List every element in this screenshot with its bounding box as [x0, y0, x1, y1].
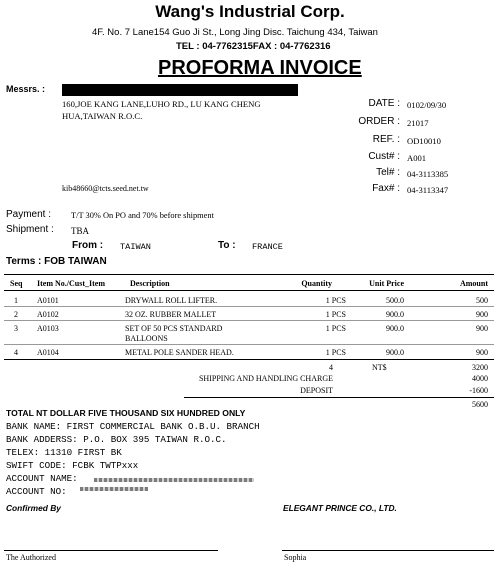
from-value: TAIWAN	[120, 242, 151, 252]
seller-signature-line	[282, 550, 494, 551]
row-2-description: 32 OZ. RUBBER MALLET	[125, 310, 217, 319]
bank-telex: TELEX: 11310 FIRST BK	[6, 447, 122, 458]
meta-fax-label: Fax# :	[372, 183, 400, 194]
meta-cust-value: A001	[407, 153, 427, 163]
payment-value: T/T 30% On PO and 70% before shipment	[71, 211, 214, 220]
total-in-words: TOTAL NT DOLLAR FIVE THOUSAND SIX HUNDRED ONLY	[6, 408, 246, 418]
confirmed-by-label: Confirmed By	[6, 503, 61, 513]
row-2-amount: 900	[476, 310, 488, 319]
row-1-seq: 1	[14, 296, 18, 305]
row-3-quantity: 1 PCS	[325, 324, 346, 333]
row-1-amount: 500	[476, 296, 488, 305]
row-2-unit-price: 900.0	[386, 310, 404, 319]
row-4-quantity: 1 PCS	[325, 348, 346, 357]
bank-account-name: ACCOUNT NAME:	[6, 473, 78, 484]
row-4-description: METAL POLE SANDER HEAD.	[125, 348, 234, 357]
meta-order-value: 21017	[407, 118, 429, 128]
meta-date-value: 0102/09/30	[407, 100, 447, 110]
row-4-amount: 900	[476, 348, 488, 357]
buyer-signature-line	[4, 550, 218, 551]
signer-name: Sophia	[284, 553, 307, 562]
redacted-customer-name	[62, 84, 298, 96]
col-header-description: Description	[130, 279, 170, 288]
row-2-quantity: 1 PCS	[325, 310, 346, 319]
messrs-email: kib48660@tcts.seed.net.tw	[62, 184, 149, 193]
to-label: To :	[218, 240, 236, 251]
obscured-account-number	[80, 486, 148, 496]
terms: Terms : FOB TAIWAN	[6, 256, 107, 267]
row-rule	[4, 306, 494, 307]
messrs-address-line2: HUA,TAIWAN R.O.C.	[62, 111, 143, 121]
meta-fax-value: 04-3113347	[407, 185, 449, 195]
row-rule	[4, 344, 494, 345]
seller-name: ELEGANT PRINCE CO., LTD.	[283, 503, 397, 513]
meta-date-label: DATE :	[368, 98, 400, 109]
bank-address: BANK ADDERSS: P.O. BOX 395 TAIWAN R.O.C.	[6, 434, 227, 445]
payment-label: Payment :	[6, 209, 52, 220]
meta-cust-label: Cust# :	[368, 151, 400, 162]
row-3-item: A0103	[37, 324, 59, 333]
shipping-label: SHIPPING AND HANDLING CHARGE	[198, 374, 333, 383]
grand-total: 5600	[472, 400, 488, 409]
row-1-quantity: 1 PCS	[325, 296, 346, 305]
bank-swift-code: SWIFT CODE: FCBK TWTPxxx	[6, 460, 139, 471]
row-2-item: A0102	[37, 310, 59, 319]
col-header-amount: Amount	[459, 279, 488, 288]
row-1-description: DRYWALL ROLL LIFTER.	[125, 296, 218, 305]
obscured-account-name	[94, 473, 254, 483]
bank-account-no: ACCOUNT NO:	[6, 486, 67, 497]
messrs-label: Messrs. :	[6, 84, 46, 94]
table-header-rule	[4, 290, 494, 291]
table-top-rule	[4, 274, 494, 275]
row-3-description: SET OF 50 PCS STANDARD	[125, 324, 223, 333]
authorized-label: The Authorized	[6, 553, 56, 562]
row-1-unit-price: 500.0	[386, 296, 404, 305]
meta-ref-label: REF. :	[372, 134, 400, 145]
col-header-item: Item No./Cust_Item	[37, 279, 105, 288]
meta-order-label: ORDER :	[358, 116, 400, 127]
company-name: Wang's Industrial Corp.	[155, 2, 345, 21]
row-3-unit-price: 900.0	[386, 324, 404, 333]
meta-tel-label: Tel# :	[376, 167, 400, 178]
row-4-item: A0104	[37, 348, 59, 357]
row-rule	[4, 320, 494, 321]
row-4-seq: 4	[14, 348, 18, 357]
subtotal: 3200	[472, 363, 488, 372]
table-bottom-rule	[4, 359, 494, 360]
company-tel-fax: TEL : 04-7762315FAX : 04-7762316	[176, 41, 331, 52]
grand-total-rule	[184, 397, 494, 398]
deposit-amount: -1600	[469, 386, 488, 395]
row-3-description-line2: BALLOONS	[125, 334, 168, 343]
company-address: 4F. No. 7 Lane154 Guo Ji St., Long Jing Disc. Taichung 434, Taiwan	[92, 27, 378, 38]
shipping-amount: 4000	[472, 374, 488, 383]
shipment-label: Shipment :	[6, 224, 54, 235]
from-label: From :	[72, 240, 104, 251]
row-4-unit-price: 900.0	[386, 348, 404, 357]
messrs-address-line1: 160,JOE KANG LANE,LUHO RD., LU KANG CHENG	[62, 99, 261, 109]
meta-ref-value: OD10010	[407, 136, 441, 146]
deposit-label: DEPOSIT	[300, 386, 333, 395]
bank-name: BANK NAME: FIRST COMMERCIAL BANK O.B.U. BRANCH	[6, 421, 260, 432]
to-value: FRANCE	[252, 242, 283, 252]
shipment-value: TBA	[71, 226, 89, 236]
row-3-seq: 3	[14, 324, 18, 333]
total-quantity: 4	[329, 363, 333, 372]
col-header-seq: Seq	[10, 279, 23, 288]
col-header-quantity: Quantity	[301, 279, 332, 288]
currency: NT$	[372, 363, 387, 372]
col-header-unit-price: Unit Price	[369, 279, 404, 288]
document-title: PROFORMA INVOICE	[158, 57, 362, 79]
row-3-amount: 900	[476, 324, 488, 333]
meta-tel-value: 04-3113385	[407, 169, 449, 179]
row-1-item: A0101	[37, 296, 59, 305]
row-2-seq: 2	[14, 310, 18, 319]
